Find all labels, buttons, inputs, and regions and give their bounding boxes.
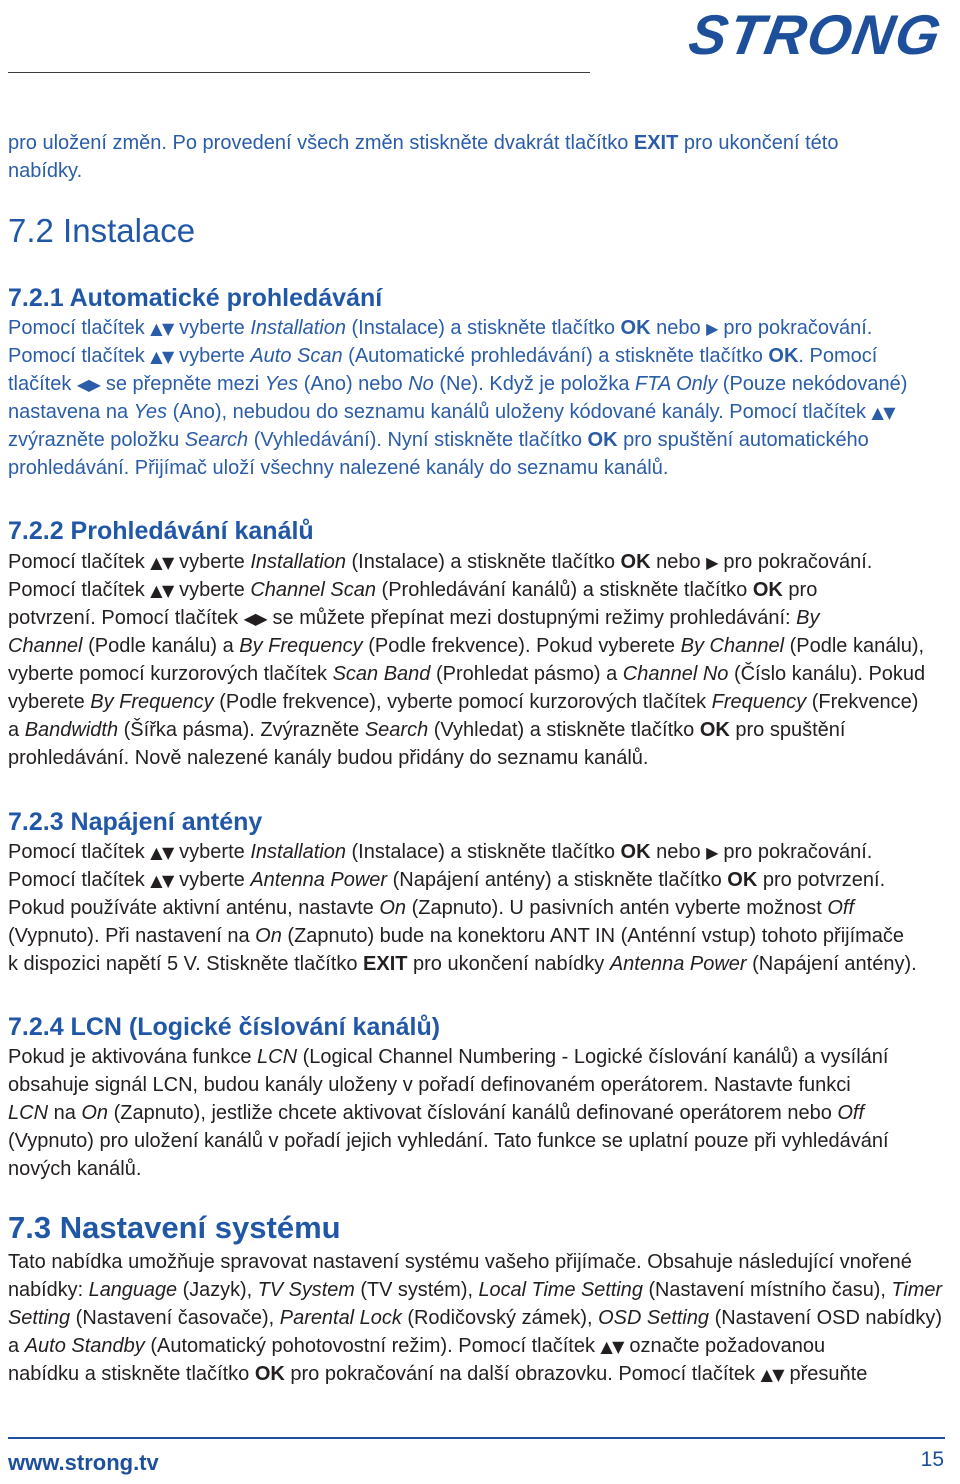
italic-term: LCN bbox=[257, 1046, 298, 1068]
text-line bbox=[8, 1360, 867, 1388]
text-run: přesuňte bbox=[783, 1363, 868, 1385]
italic-term: Parental Lock bbox=[279, 1307, 402, 1329]
text-run: (Zapnuto) bude na konektoru ANT IN (Anténní vstup) tohoto přijímače bbox=[281, 925, 905, 947]
text-run: (Logical Channel Numbering - Logické číslování kanálů) a vysílání bbox=[297, 1046, 889, 1068]
text-run: Pomocí tlačítek bbox=[8, 317, 151, 339]
text-line bbox=[8, 1248, 912, 1276]
text-run: pro spuštění automatického bbox=[617, 429, 869, 451]
text-run: Tato nabídka umožňuje spravovat nastavení systému vašeho přijímače. Obsahuje následující vnořené bbox=[8, 1251, 912, 1273]
text-run: vyberte bbox=[173, 579, 251, 601]
text-run: nastavena na bbox=[8, 401, 134, 423]
text-line bbox=[8, 1127, 889, 1155]
italic-term: TV System bbox=[257, 1279, 355, 1301]
italic-term: Channel bbox=[8, 635, 83, 657]
text-run: na bbox=[48, 1102, 82, 1124]
intro-paragraph bbox=[8, 129, 948, 185]
section-paragraph bbox=[8, 548, 948, 772]
italic-term: Auto Standby bbox=[24, 1335, 145, 1357]
text-run: (Automatické prohledávání) a stiskněte tlačítko bbox=[342, 345, 769, 367]
text-run: (Instalace) a stiskněte tlačítko bbox=[345, 317, 621, 339]
text-run: (Rodičovský zámek), bbox=[401, 1307, 599, 1329]
text-line bbox=[8, 1071, 851, 1099]
section-heading: 7.3 Nastavení systému bbox=[8, 1210, 341, 1245]
text-run: nebo bbox=[650, 317, 707, 339]
text-run: (Napájení antény). bbox=[746, 953, 917, 975]
section-paragraph bbox=[8, 838, 948, 978]
text-line bbox=[8, 1276, 942, 1304]
subsection-heading: 7.2.1 Automatické prohledávání bbox=[8, 284, 383, 312]
bold-keyword: OK bbox=[620, 551, 651, 573]
text-run: Pomocí tlačítek bbox=[8, 551, 151, 573]
text-run: se můžete přepínat mezi dostupnými režimy prohledávání: bbox=[267, 607, 797, 629]
italic-term: Antenna Power bbox=[609, 953, 747, 975]
text-line bbox=[8, 454, 668, 482]
footer-divider bbox=[8, 1437, 945, 1439]
text-run: nabídku a stiskněte tlačítko bbox=[8, 1363, 255, 1385]
text-line bbox=[8, 632, 924, 660]
up-down-arrow-icon: ▲▼ bbox=[150, 319, 174, 338]
text-run: obsahuje signál LCN, budou kanály uloženy v pořadí definovaném operátorem. Nastavte funkci bbox=[8, 1074, 851, 1096]
text-run: pro pokračování na další obrazovku. Pomocí tlačítek bbox=[284, 1363, 761, 1385]
section-heading: 7.2 Instalace bbox=[8, 212, 196, 249]
italic-term: Off bbox=[837, 1102, 865, 1124]
text-run: pro spuštění bbox=[729, 719, 846, 741]
text-run: nebo bbox=[650, 551, 707, 573]
text-line bbox=[8, 426, 869, 454]
up-down-arrow-icon: ▲▼ bbox=[150, 843, 174, 862]
italic-term: Setting bbox=[8, 1307, 71, 1329]
text-line bbox=[8, 716, 845, 744]
text-run: vyberte bbox=[173, 551, 251, 573]
text-line bbox=[8, 1043, 888, 1071]
bold-keyword: OK bbox=[620, 317, 651, 339]
bold-keyword: OK bbox=[699, 719, 730, 741]
text-run: (Číslo kanálu). Pokud bbox=[728, 663, 926, 685]
italic-term: Installation bbox=[250, 317, 346, 339]
italic-term: On bbox=[379, 897, 407, 919]
text-run: (Nastavení časovače), bbox=[70, 1307, 280, 1329]
text-run: (Podle kanálu), bbox=[784, 635, 925, 657]
text-line bbox=[8, 604, 819, 632]
bold-keyword: EXIT bbox=[363, 953, 408, 975]
text-line bbox=[8, 576, 817, 604]
text-run: (Vyhledávání). Nyní stiskněte tlačítko bbox=[248, 429, 588, 451]
text-line bbox=[8, 548, 872, 576]
text-line bbox=[8, 688, 918, 716]
text-run: vyberte bbox=[173, 345, 251, 367]
text-line bbox=[8, 894, 854, 922]
text-run: nabídky. bbox=[8, 160, 83, 182]
text-line bbox=[8, 157, 82, 185]
text-run: nebo bbox=[650, 841, 707, 863]
text-line bbox=[8, 129, 838, 157]
up-down-arrow-icon: ▲▼ bbox=[150, 581, 174, 600]
text-run: (Ano), nebudou do seznamu kanálů uloženy kódované kanály. Pomocí tlačítek bbox=[167, 401, 872, 423]
section-paragraph bbox=[8, 314, 948, 482]
italic-term: Channel Scan bbox=[250, 579, 376, 601]
bold-keyword: OK bbox=[254, 1363, 285, 1385]
italic-term: OSD Setting bbox=[598, 1307, 710, 1329]
italic-term: By Frequency bbox=[90, 691, 214, 713]
right-arrow-icon: ▶ bbox=[706, 553, 718, 572]
text-run: (Nastavení OSD nabídky) bbox=[709, 1307, 942, 1329]
italic-term: On bbox=[81, 1102, 109, 1124]
text-run: vyberete bbox=[8, 691, 91, 713]
text-run: (Prohledat pásmo) a bbox=[430, 663, 623, 685]
right-arrow-icon: ▶ bbox=[706, 843, 718, 862]
text-line bbox=[8, 838, 872, 866]
text-run: pro ukončení této bbox=[678, 132, 839, 154]
text-run: nabídky: bbox=[8, 1279, 89, 1301]
text-run: prohledávání. Přijímač uloží všechny nalezené kanály do seznamu kanálů. bbox=[8, 457, 669, 479]
italic-term: No bbox=[408, 373, 434, 395]
bold-keyword: OK bbox=[727, 869, 758, 891]
text-run: (Nastavení místního času), bbox=[642, 1279, 892, 1301]
text-run: a bbox=[8, 1335, 25, 1357]
text-run: (Ano) nebo bbox=[298, 373, 409, 395]
bold-keyword: OK bbox=[587, 429, 618, 451]
text-run: Pomocí tlačítek bbox=[8, 345, 151, 367]
text-run: (Podle frekvence), vyberte pomocí kurzorových tlačítek bbox=[213, 691, 712, 713]
text-run: pro pokračování. bbox=[717, 551, 873, 573]
italic-term: Frequency bbox=[711, 691, 807, 713]
italic-term: LCN bbox=[8, 1102, 49, 1124]
up-down-arrow-icon: ▲▼ bbox=[150, 553, 174, 572]
header-divider bbox=[8, 72, 590, 73]
text-run: (Napájení antény) a stiskněte tlačítko bbox=[387, 869, 728, 891]
italic-term: Auto Scan bbox=[250, 345, 343, 367]
italic-term: Language bbox=[88, 1279, 178, 1301]
text-run: (Jazyk), bbox=[177, 1279, 258, 1301]
section-paragraph bbox=[8, 1248, 948, 1388]
italic-term: Search bbox=[364, 719, 429, 741]
text-run: potvrzení. Pomocí tlačítek bbox=[8, 607, 244, 629]
text-run: vyberte bbox=[173, 869, 251, 891]
italic-term: Installation bbox=[250, 841, 346, 863]
italic-term: Channel No bbox=[622, 663, 729, 685]
italic-term: Bandwidth bbox=[24, 719, 119, 741]
text-run: prohledávání. Nově nalezené kanály budou přidány do seznamu kanálů. bbox=[8, 747, 649, 769]
strong-logo: STRONG bbox=[684, 3, 948, 66]
text-run: (Vyhledat) a stiskněte tlačítko bbox=[428, 719, 700, 741]
italic-term: Antenna Power bbox=[250, 869, 388, 891]
subsection-heading: 7.2.3 Napájení antény bbox=[8, 808, 263, 836]
left-right-arrow-icon: ◀▶ bbox=[76, 375, 101, 394]
italic-term: Yes bbox=[133, 401, 168, 423]
text-run: (Vypnuto) pro uložení kanálů v pořadí jejich vyhledání. Tato funkce se uplatní pouze při vyhledávání bbox=[8, 1130, 889, 1152]
text-run: . Pomocí bbox=[798, 345, 878, 367]
text-run: Pokud používáte aktivní anténu, nastavte bbox=[8, 897, 380, 919]
text-line bbox=[8, 1155, 141, 1183]
text-run: vyberte bbox=[173, 841, 251, 863]
page-number: 15 bbox=[920, 1448, 944, 1471]
text-line bbox=[8, 660, 925, 688]
subsection-heading: 7.2.4 LCN (Logické číslování kanálů) bbox=[8, 1013, 441, 1041]
footer-website: www.strong.tv bbox=[8, 1450, 159, 1475]
italic-term: Local Time Setting bbox=[478, 1279, 643, 1301]
text-run: (Zapnuto). U pasivních antén vyberte možnost bbox=[406, 897, 828, 919]
italic-term: By Channel bbox=[680, 635, 785, 657]
text-line bbox=[8, 922, 904, 950]
text-run: (Instalace) a stiskněte tlačítko bbox=[345, 551, 621, 573]
text-run: (Podle frekvence). Pokud vyberete bbox=[362, 635, 681, 657]
text-run: pro ukončení nabídky bbox=[407, 953, 610, 975]
text-run: (Podle kanálu) a bbox=[82, 635, 240, 657]
up-down-arrow-icon: ▲▼ bbox=[871, 403, 895, 422]
bold-keyword: OK bbox=[620, 841, 651, 863]
text-run: (Šířka pásma). Zvýrazněte bbox=[118, 719, 365, 741]
italic-term: FTA Only bbox=[635, 373, 718, 395]
text-run: pro uložení změn. Po provedení všech změn stiskněte dvakrát tlačítko bbox=[8, 132, 634, 154]
text-line bbox=[8, 950, 917, 978]
text-line bbox=[8, 1304, 942, 1332]
text-run: (Vypnuto). Při nastavení na bbox=[8, 925, 256, 947]
text-run: označte požadovanou bbox=[623, 1335, 826, 1357]
italic-term: By bbox=[796, 607, 820, 629]
text-run: Pomocí tlačítek bbox=[8, 841, 151, 863]
text-run: (TV systém), bbox=[354, 1279, 479, 1301]
text-run: k dispozici napětí 5 V. Stiskněte tlačítko bbox=[8, 953, 364, 975]
text-run: (Ne). Když je položka bbox=[433, 373, 636, 395]
italic-term: On bbox=[255, 925, 282, 947]
text-run: se přepněte mezi bbox=[100, 373, 265, 395]
italic-term: Timer bbox=[891, 1279, 943, 1301]
text-run: (Instalace) a stiskněte tlačítko bbox=[345, 841, 621, 863]
italic-term: By Frequency bbox=[239, 635, 363, 657]
text-line bbox=[8, 1099, 864, 1127]
subsection-heading: 7.2.2 Prohledávání kanálů bbox=[8, 517, 314, 545]
text-run: Pokud je aktivována funkce bbox=[8, 1046, 258, 1068]
text-run: pro pokračování. bbox=[717, 841, 873, 863]
text-run: a bbox=[8, 719, 25, 741]
right-arrow-icon: ▶ bbox=[706, 319, 718, 338]
up-down-arrow-icon: ▲▼ bbox=[600, 1337, 624, 1356]
text-run: vyberte pomocí kurzorových tlačítek bbox=[8, 663, 333, 685]
text-line bbox=[8, 398, 895, 426]
text-run: tlačítek bbox=[8, 373, 77, 395]
up-down-arrow-icon: ▲▼ bbox=[150, 347, 174, 366]
text-run: pro pokračování. bbox=[717, 317, 873, 339]
italic-term: Yes bbox=[264, 373, 299, 395]
italic-term: Installation bbox=[250, 551, 346, 573]
text-line bbox=[8, 744, 648, 772]
text-run: (Frekvence) bbox=[806, 691, 919, 713]
text-run: Pomocí tlačítek bbox=[8, 579, 151, 601]
text-line bbox=[8, 370, 907, 398]
text-line bbox=[8, 314, 872, 342]
left-right-arrow-icon: ◀▶ bbox=[243, 609, 267, 628]
text-run: pro potvrzení. bbox=[757, 869, 886, 891]
text-run: (Prohledávání kanálů) a stiskněte tlačítko bbox=[375, 579, 753, 601]
up-down-arrow-icon: ▲▼ bbox=[150, 871, 174, 890]
text-run: (Pouze nekódované) bbox=[717, 373, 908, 395]
text-run: Pomocí tlačítek bbox=[8, 869, 151, 891]
text-run: (Zapnuto), jestliže chcete aktivovat číslování kanálů definované operátorem nebo bbox=[108, 1102, 838, 1124]
text-run: vyberte bbox=[173, 317, 251, 339]
bold-keyword: OK bbox=[768, 345, 799, 367]
bold-keyword: EXIT bbox=[633, 132, 679, 154]
bold-keyword: OK bbox=[752, 579, 783, 601]
italic-term: Off bbox=[827, 897, 855, 919]
section-paragraph bbox=[8, 1043, 948, 1183]
italic-term: Search bbox=[184, 429, 249, 451]
text-line bbox=[8, 1332, 825, 1360]
text-line bbox=[8, 866, 885, 894]
text-run: (Automatický pohotovostní režim). Pomocí tlačítek bbox=[144, 1335, 601, 1357]
text-run: zvýrazněte položku bbox=[8, 429, 185, 451]
text-run: nových kanálů. bbox=[8, 1158, 142, 1180]
text-line bbox=[8, 342, 877, 370]
up-down-arrow-icon: ▲▼ bbox=[760, 1365, 784, 1384]
italic-term: Scan Band bbox=[332, 663, 431, 685]
text-run: pro bbox=[782, 579, 818, 601]
